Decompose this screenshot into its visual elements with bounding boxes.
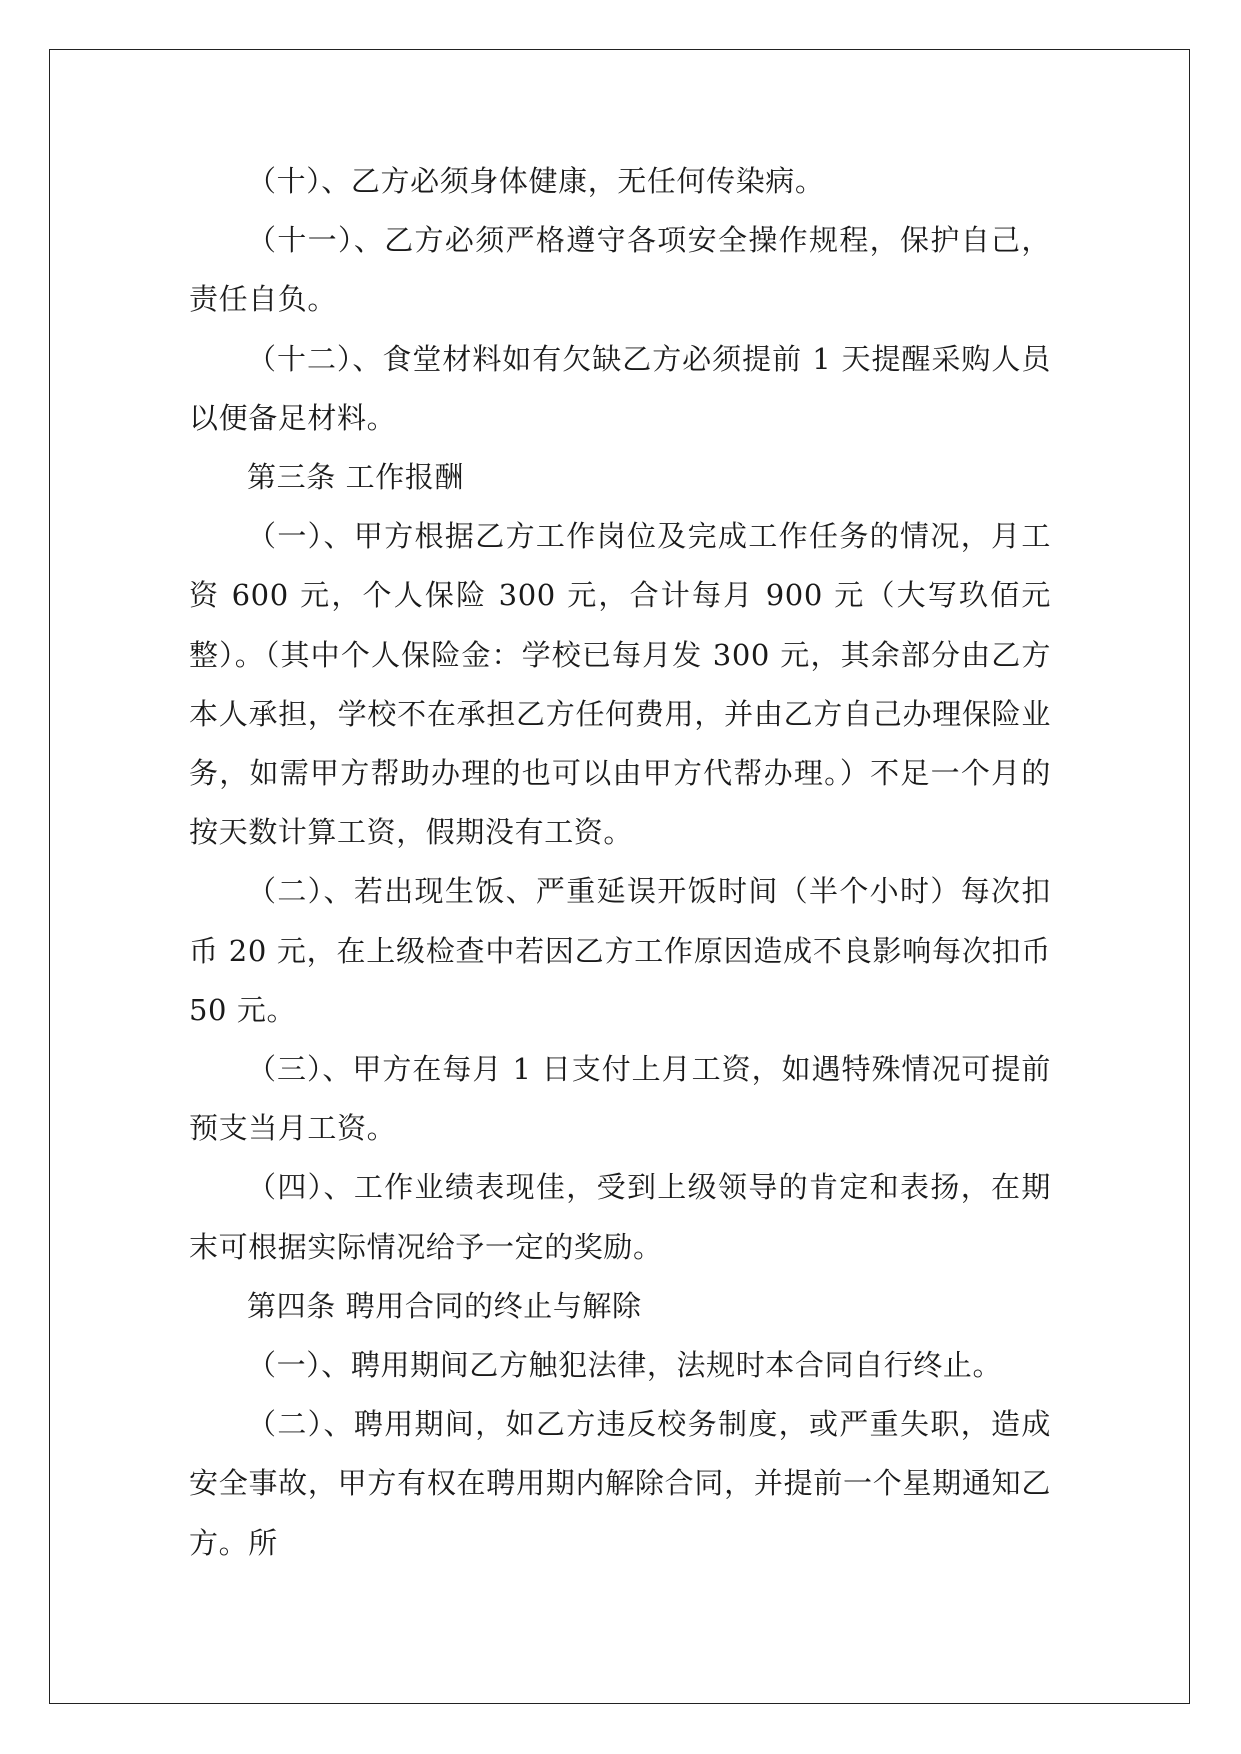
article-4-heading: 第四条 聘用合同的终止与解除 bbox=[247, 1288, 642, 1323]
clause-12: （十二）、食堂材料如有欠缺乙方必须提前 1 天提醒采购人员以便备足材料。 bbox=[189, 341, 1051, 435]
article-4-clause-2: （二）、聘用期间，如乙方违反校务制度，或严重失职，造成安全事故，甲方有权在聘用期内解除合同，并提前一个星期通知乙方。所 bbox=[189, 1407, 1051, 1560]
clause-11: （十一）、乙方必须严格遵守各项安全操作规程，保护自己，责任自负。 bbox=[189, 223, 1051, 317]
article-3-heading: 第三条 工作报酬 bbox=[247, 460, 465, 495]
article-4-clause-1: （一）、聘用期间乙方触犯法律，法规时本合同自行终止。 bbox=[247, 1348, 1003, 1383]
article-3-clause-4: （四）、工作业绩表现佳，受到上级领导的肯定和表扬，在期末可根据实际情况给予一定的奖励。 bbox=[189, 1170, 1051, 1264]
article-3-clause-1: （一）、甲方根据乙方工作岗位及完成工作任务的情况，月工资 600 元，个人保险 300 元，合计每月 900 元（大写玖佰元整）。（其中个人保险金：学校已每月发 300 元，其余部分由乙方本人承担，学校不在承担乙方任何费用，并由乙方自己办理保险业务，如需甲方帮助办理的也可以由甲方代帮办理。）不足一个月的按天数计算工资，假期没有工资。 bbox=[189, 519, 1051, 850]
clause-10: （十）、乙方必须身体健康，无任何传染病。 bbox=[247, 164, 825, 198]
document-body bbox=[189, 152, 1051, 1573]
article-3-clause-2: （二）、若出现生饭、严重延误开饭时间（半个小时）每次扣币 20 元，在上级检查中若因乙方工作原因造成不良影响每次扣币 50 元。 bbox=[189, 874, 1051, 1027]
article-3-clause-3: （三）、甲方在每月 1 日支付上月工资，如遇特殊情况可提前预支当月工资。 bbox=[189, 1052, 1051, 1146]
